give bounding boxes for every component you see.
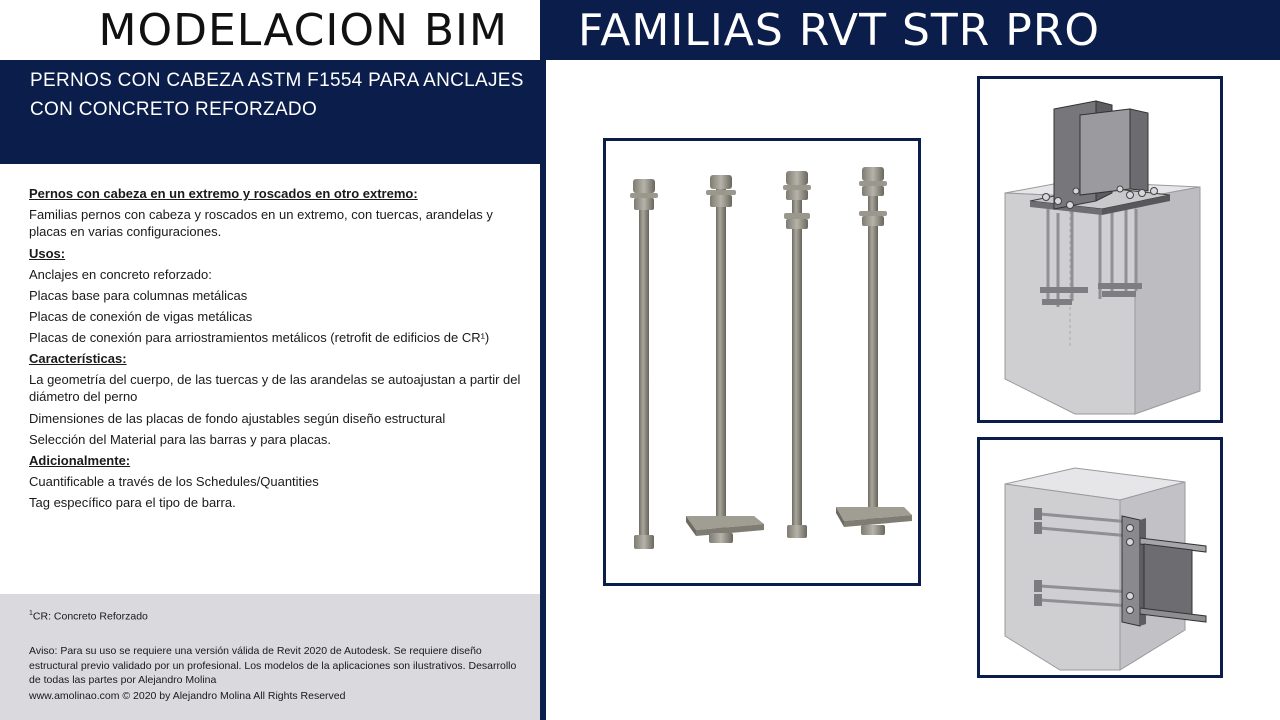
additional-item: Cuantificable a través de los Schedules/Quantities	[29, 474, 319, 489]
bolt-1	[630, 179, 658, 549]
use-item: Placas de conexión para arriostramientos metálicos (retrofit de edificios de CR¹)	[29, 330, 490, 345]
use-item: Placas base para columnas metálicas	[29, 288, 248, 303]
section-heading-line1: PERNOS CON CABEZA ASTM F1554 PARA ANCLAJES	[30, 70, 524, 91]
column-base-image	[977, 76, 1223, 423]
page-title: MODELACION BIM	[98, 4, 508, 56]
description	[29, 183, 529, 513]
panel-divider	[540, 60, 546, 720]
beam-connection-image	[977, 437, 1223, 678]
header-right	[540, 0, 1280, 60]
additional-item: Tag específico para el tipo de barra.	[29, 495, 236, 510]
beam-connection-illustration	[980, 440, 1220, 675]
copyright: www.amolinao.com © 2020 by Alejandro Molina All Rights Reserved	[29, 690, 346, 702]
section-heading-line2: CON CONCRETO REFORZADO	[30, 99, 318, 120]
header-left	[0, 0, 540, 60]
use-item: Placas de conexión de vigas metálicas	[29, 309, 253, 324]
page-subtitle: FAMILIAS RVT STR PRO	[578, 4, 1101, 56]
heading-bolts: Pernos con cabeza en un extremo y roscados en otro extremo:	[29, 186, 418, 201]
bolt-4	[836, 167, 912, 535]
disclaimer: Aviso: Para su uso se requiere una versión válida de Revit 2020 de Autodesk. Se requiere diseño estructural previo validado por un profesional. Los modelos de la aplicaciones son ilustrativos. Desarrollo de todas las partes por Alejandro Molina	[29, 645, 517, 686]
feature-item: Selección del Material para las barras y para placas.	[29, 432, 332, 447]
footer	[0, 594, 540, 720]
heading-uses: Usos:	[29, 246, 66, 261]
anchor-bolts-illustration	[606, 141, 918, 583]
feature-item: La geometría del cuerpo, de las tuercas y de las arandelas se autoajustan a partir del diámetro del perno	[29, 372, 521, 404]
bolts-image	[603, 138, 921, 586]
bolts-description: Familias pernos con cabeza y roscados en un extremo, con tuercas, arandelas y placas en varias configuraciones.	[29, 207, 493, 239]
use-item: Anclajes en concreto reforzado:	[29, 267, 212, 282]
bolt-2	[686, 175, 764, 543]
section-heading	[0, 60, 540, 164]
column-base-illustration	[980, 79, 1220, 420]
heading-additional: Adicionalmente:	[29, 453, 131, 468]
feature-item: Dimensiones de las placas de fondo ajustables según diseño estructural	[29, 411, 446, 426]
bolt-3	[783, 171, 811, 538]
heading-features: Características:	[29, 351, 127, 366]
footnote: $^1$CR: Concreto Reforzado	[29, 610, 148, 623]
